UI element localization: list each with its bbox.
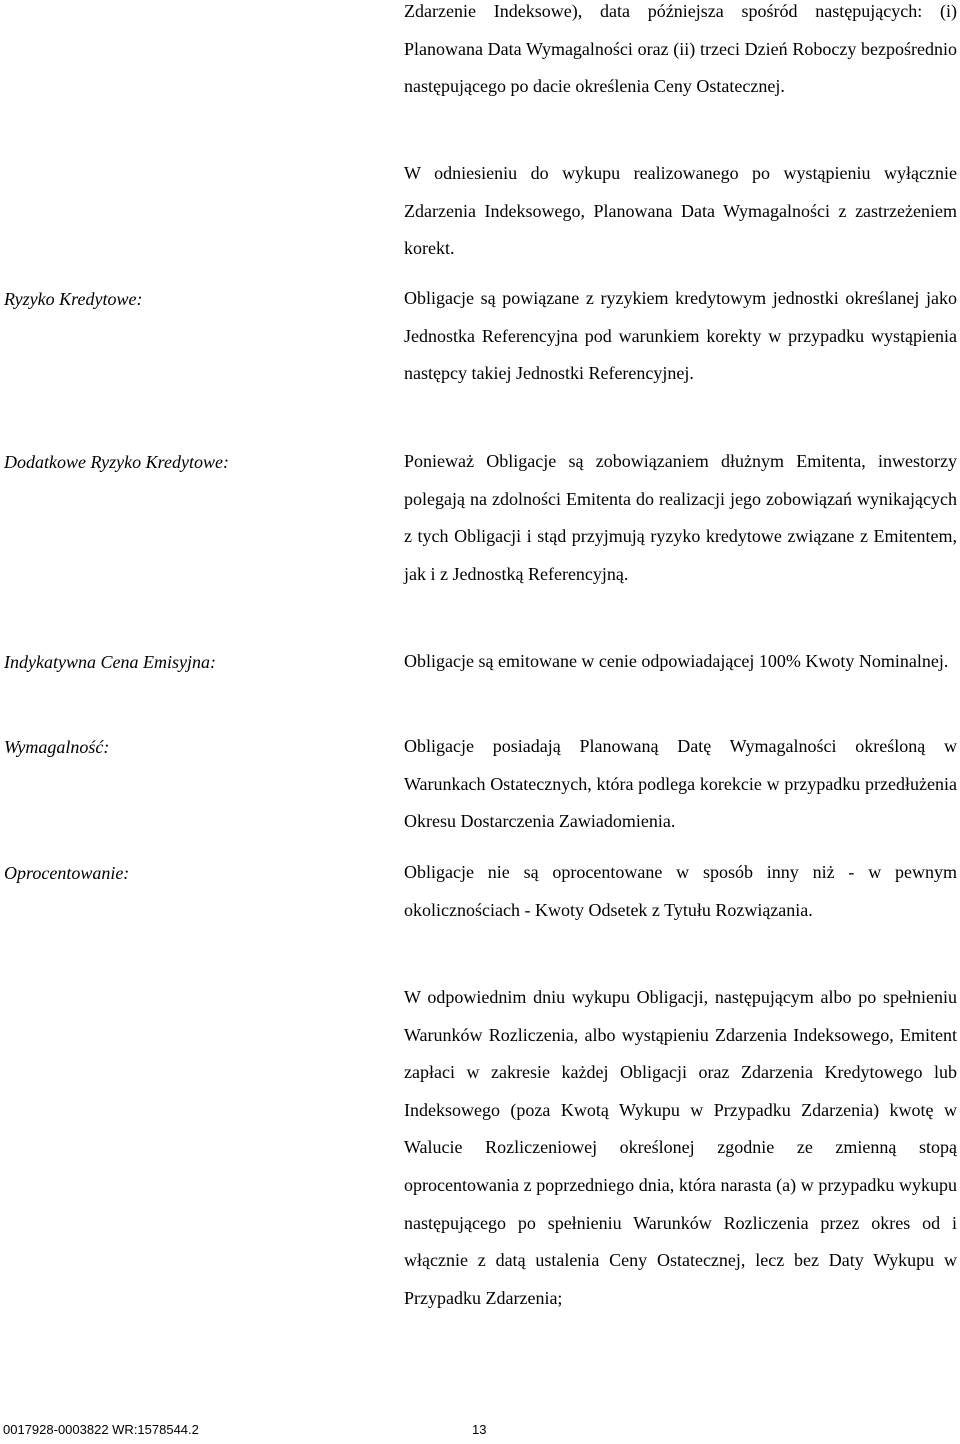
footer-doc-id: 0017928-0003822 WR:1578544.2 (3, 1422, 199, 1437)
term-definition (404, 443, 957, 593)
continuation-paragraph-2: W odniesieniu do wykupu realizowanego po wystąpieniu wyłącznie Zdarzenia Indeksowego, Planowana Data Wymagalności z zastrzeżeniem korekt. (404, 163, 957, 259)
definition-paragraph: Obligacje są emitowane w cenie odpowiadającej 100% Kwoty Nominalnej. (404, 651, 949, 671)
term-definition-continued (404, 979, 957, 1317)
definition-paragraph-2: W odpowiednim dniu wykupu Obligacji, następującym albo po spełnieniu Warunków Rozliczenia, albo wystąpieniu Zdarzenia Indeksowego, Emitent zapłaci w zakresie każdej Obligacji oraz Zdarzenia Kredytowego lub Indeksowego (poza Kwotą Wykupu w Przypadku Zdarzenia) kwotę w Walucie Rozliczeniowej określonej zgodnie ze zmienną stopą oprocentowania z poprzedniego dnia, która narasta (a) w przypadku wykupu następującego po spełnieniu Warunków Rozliczenia przez okres od i włącznie z datą ustalenia Ceny Ostatecznej, lecz bez Daty Wykupu w Przypadku Zdarzenia; (404, 987, 957, 1308)
term-definition (404, 643, 957, 681)
term-definition (404, 854, 957, 929)
term-definition (404, 280, 957, 393)
term-label: Indykatywna Cena Emisyjna: (4, 652, 216, 672)
term-definition (404, 728, 957, 841)
continuation-paragraph-1: Zdarzenie Indeksowe), data późniejsza spośród następujących: (i) Planowana Data Wymagalności oraz (ii) trzeci Dzień Roboczy bezpośrednio następującego po dacie określenia Ceny Ostatecznej. (404, 1, 957, 97)
term-label: Dodatkowe Ryzyko Kredytowe: (4, 452, 229, 472)
definition-paragraph: Obligacje posiadają Planowaną Datę Wymagalności określoną w Warunkach Ostatecznych, która podlega korekcie w przypadku przedłużenia Okresu Dostarczenia Zawiadomienia. (404, 736, 957, 832)
term-label: Wymagalność: (4, 737, 110, 757)
definition-paragraph: Obligacje nie są oprocentowane w sposób inny niż - w pewnym okolicznościach - Kwoty Odsetek z Tytułu Rozwiązania. (404, 862, 957, 920)
footer-page-number: 13 (472, 1422, 487, 1437)
continuation-text (404, 0, 957, 106)
continuation-text-2 (404, 155, 957, 268)
definition-paragraph: Ponieważ Obligacje są zobowiązaniem dłużnym Emitenta, inwestorzy polegają na zdolności Emitenta do realizacji jego zobowiązań wynikających z tych Obligacji i stąd przyjmują ryzyko kredytowe związane z Emitentem, jak i z Jednostką Referencyjną. (404, 451, 957, 584)
definition-paragraph: Obligacje są powiązane z ryzykiem kredytowym jednostki określanej jako Jednostka Referencyjna pod warunkiem korekty w przypadku wystąpienia następcy takiej Jednostki Referencyjnej. (404, 288, 957, 384)
term-label: Oprocentowanie: (4, 863, 130, 883)
term-label: Ryzyko Kredytowe: (4, 289, 143, 309)
